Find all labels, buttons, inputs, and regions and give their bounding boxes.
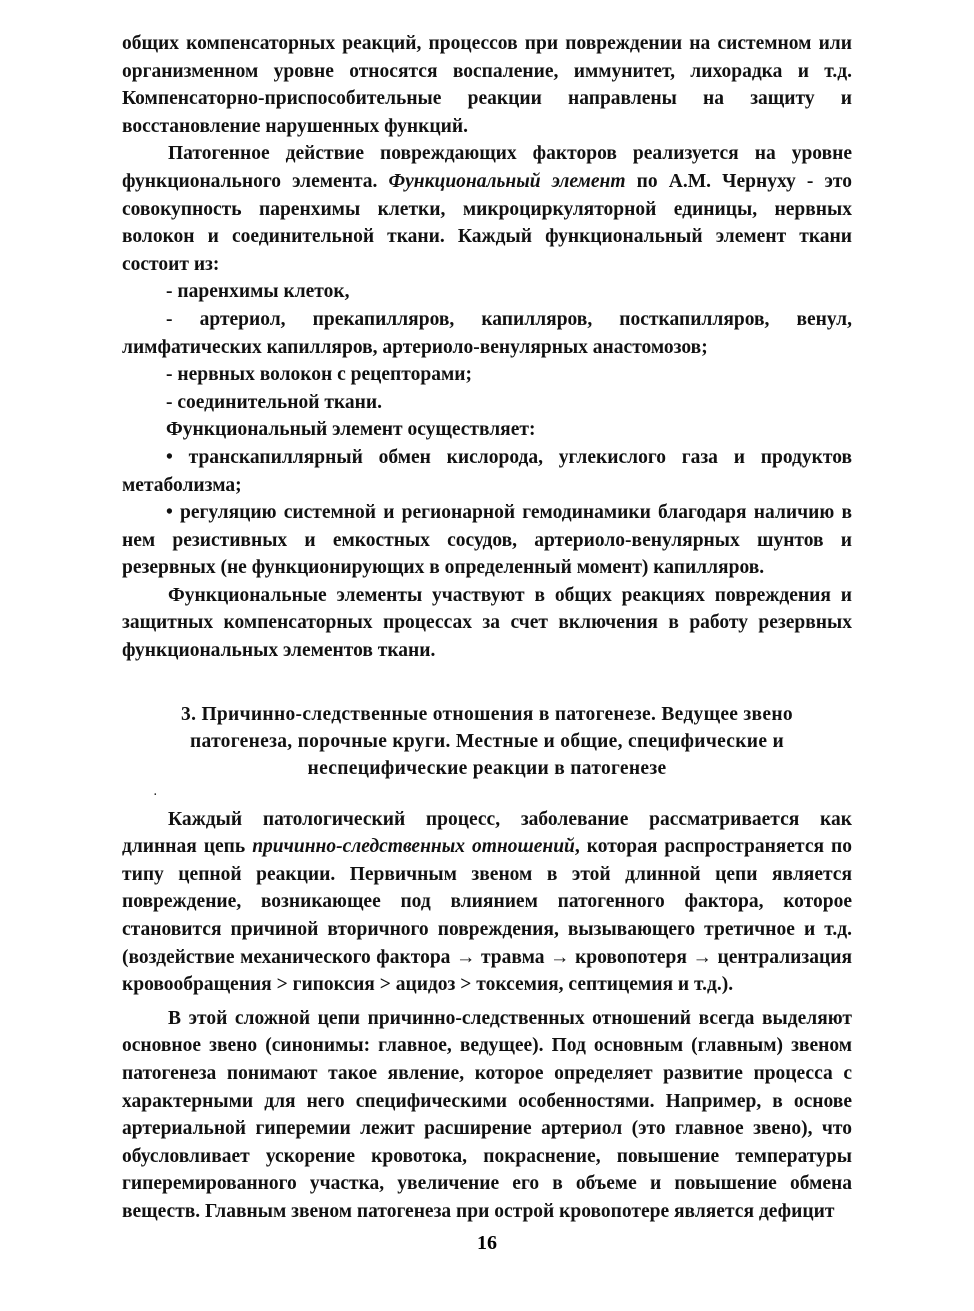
paragraph-4: Функциональные элементы участвуют в общих реакциях повреждения и защитных компенсаторных процессах за счет включения в работу резервных функциональных элементов ткани. bbox=[122, 584, 852, 662]
list-item-nerves: - нервных волокон с рецепторами; bbox=[166, 364, 472, 386]
paragraph-2-text-a: Патогенное действие повреждающих факторов реализуется на уровне функционального элемента. bbox=[122, 143, 852, 192]
paragraph-3: Функциональный элемент осуществляет: bbox=[166, 419, 536, 441]
paragraph-2-text-b: по А.М. Чернуху - это совокупность паренхимы клетки, микроциркуляторной единицы, нервных волокон и соединительной ткани. Каждый функциональный элемент ткани состоит из: bbox=[122, 170, 852, 275]
term-causal-relations: причинно-следственных отношений bbox=[252, 836, 575, 858]
section-heading: 3. Причинно-следственные отношения в патогенезе. Ведущее звено патогенеза, порочные круги. Местные и общие, специфические и неспецифические реакции в патогенезе bbox=[181, 703, 793, 779]
bullet-item-exchange: • транскапиллярный обмен кислорода, углекислого газа и продуктов метаболизма; bbox=[122, 446, 852, 496]
page-number: 16 bbox=[477, 1232, 497, 1254]
paragraph-2 bbox=[122, 140, 852, 278]
stray-mark: . bbox=[154, 786, 157, 798]
paragraph-5-text-b: , которая распространяется по типу цепной реакции. Первичным звеном в этой длинной цепи является повреждение, возникающее под влиянием патогенного фактора, которое становится причиной вторичного повреждения, вызывающего третичное и т.д. (воздействие механического фактора → травма → кровопотеря → централизация кровообращения > гипоксия > ацидоз > токсемия, септицемия и т.д.). bbox=[122, 836, 852, 996]
paragraph-5-text-a: Каждый патологический процесс, заболевание рассматривается как длинная цепь bbox=[122, 808, 852, 858]
paragraph-5 bbox=[122, 806, 852, 999]
list-item-connective: - соединительной ткани. bbox=[166, 391, 382, 413]
list-item-vessels: - артериол, прекапилляров, капилляров, посткапилляров, венул, лимфатических капилляров, артериоло-венулярных анастомозов; bbox=[122, 308, 852, 358]
list-item-parenchyma: - паренхимы клеток, bbox=[166, 281, 350, 303]
paragraph-1: общих компенсаторных реакций, процессов при повреждении на системном или организменном уровне относятся воспаление, иммунитет, лихорадка и т.д. Компенсаторно-приспособительные реакции направлены на защиту и восстановление нарушенных функций. bbox=[122, 33, 852, 137]
bullet-item-regulation: • регуляцию системной и регионарной гемодинамики благодаря наличию в нем резистивных и емкостных сосудов, артериоло-венулярных шунтов и резервных (не функционирующих в определенный момент) капилляров. bbox=[122, 502, 852, 579]
paragraph-6: В этой сложной цепи причинно-следственных отношений всегда выделяют основное звено (синонимы: главное, ведущее). Под основным (главным) звеном патогенеза понимают такое явление, которое определяет развитие процесса с характерными для него специфическими особенностями. Например, в основе артериальной гиперемии лежит расширение артериол (это главное звено), что обусловливает ускорение кровотока, покраснение, повышение температуры гиперемированного участка, увеличение его в объеме и повышение обмена веществ. Главным звеном патогенеза при острой кровопотере является дефицит bbox=[122, 1007, 852, 1222]
document-page bbox=[122, 30, 852, 1226]
term-functional-element: Функциональный элемент bbox=[388, 170, 626, 192]
